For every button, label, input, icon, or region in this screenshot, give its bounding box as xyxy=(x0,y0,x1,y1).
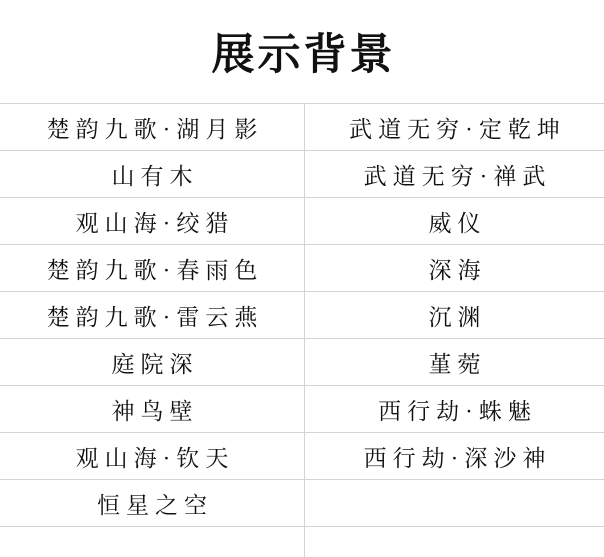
table-cell: 深海 xyxy=(428,257,487,283)
table-cell: 楚韵九歌·雷云燕 xyxy=(0,292,305,338)
table-row xyxy=(0,480,604,527)
table-cell: 观山海·绞猎 xyxy=(0,198,305,244)
table-cell: 沉渊 xyxy=(428,304,487,330)
table-cell xyxy=(305,527,604,557)
table-row xyxy=(0,339,604,386)
table-cell: 西行劫·深沙神 xyxy=(363,445,552,471)
table-cell: 山有木 xyxy=(0,151,305,197)
table-cell: 武道无穷·定乾坤 xyxy=(349,116,566,142)
table-cell: 西行劫·蛛魅 xyxy=(378,398,537,424)
page-title: 展示背景 xyxy=(211,32,396,79)
table-cell: 威仪 xyxy=(428,210,487,236)
table-cell: 庭院深 xyxy=(0,339,305,385)
table-row xyxy=(0,198,604,245)
table-cell xyxy=(0,527,305,557)
table-cell: 神鸟壁 xyxy=(0,386,305,432)
table-row xyxy=(0,245,604,292)
table-cell: 武道无穷·禅武 xyxy=(363,163,552,189)
table-row xyxy=(0,104,604,151)
table-row xyxy=(0,527,604,557)
table-cell: 观山海·钦天 xyxy=(0,433,305,479)
table-cell: 堇菀 xyxy=(428,351,487,377)
background-table xyxy=(0,103,604,557)
table-row xyxy=(0,433,604,480)
table-cell: 楚韵九歌·春雨色 xyxy=(0,245,305,291)
table-row xyxy=(0,292,604,339)
table-row xyxy=(0,386,604,433)
page-header xyxy=(0,0,604,103)
table-cell: 楚韵九歌·湖月影 xyxy=(0,104,305,150)
table-cell xyxy=(305,480,604,526)
table-row xyxy=(0,151,604,198)
table-cell: 恒星之空 xyxy=(0,480,305,526)
